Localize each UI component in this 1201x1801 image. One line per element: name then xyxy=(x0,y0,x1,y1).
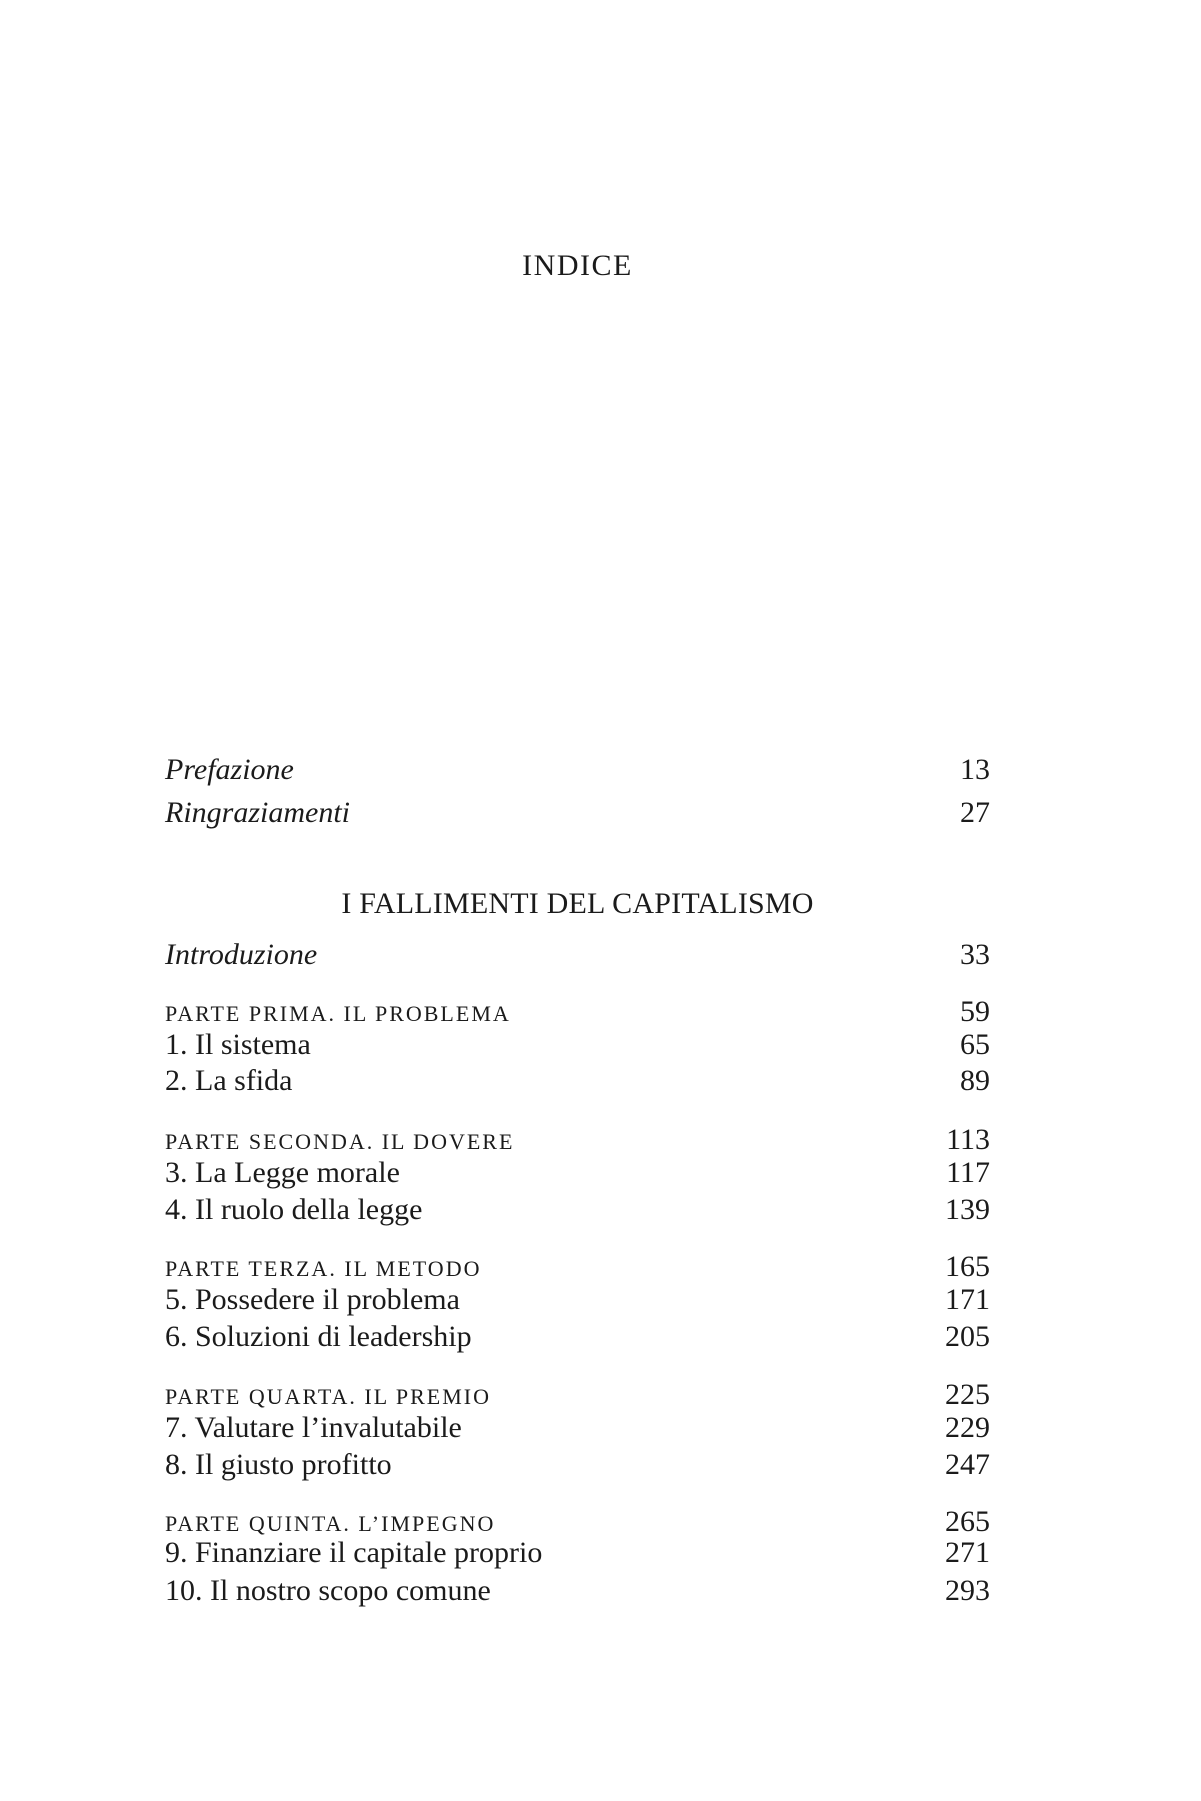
toc-part-label: PARTE QUINTA. L’IMPEGNO xyxy=(165,1511,496,1536)
toc-part-label: PARTE SECONDA. IL DOVERE xyxy=(165,1129,515,1154)
toc-entry-page-number: 171 xyxy=(945,1283,990,1316)
toc-row-part-5 xyxy=(165,1507,990,1537)
toc-entry-page-number: 117 xyxy=(946,1156,990,1189)
toc-row-chapter-3 xyxy=(165,1158,990,1188)
page-title: INDICE xyxy=(522,249,633,282)
toc-row-introduzione xyxy=(165,940,990,970)
toc-part-label: PARTE QUARTA. IL PREMIO xyxy=(165,1384,491,1409)
toc-chapter-label: 1. Il sistema xyxy=(165,1028,311,1061)
toc-entry-page-number: 205 xyxy=(945,1320,990,1353)
toc-row-part-3 xyxy=(165,1252,990,1282)
toc-entry-page-number: 89 xyxy=(960,1064,990,1097)
toc-chapter-label: 7. Valutare l’invalutabile xyxy=(165,1411,462,1444)
toc-row-prefazione xyxy=(165,755,990,785)
toc-row-chapter-9 xyxy=(165,1538,990,1568)
toc-entry-page-number: 13 xyxy=(960,753,990,786)
toc-chapter-label: 3. La Legge morale xyxy=(165,1156,400,1189)
toc-row-chapter-7 xyxy=(165,1413,990,1443)
toc-part-label: PARTE PRIMA. IL PROBLEMA xyxy=(165,1001,511,1026)
toc-entry-page-number: 293 xyxy=(945,1574,990,1607)
toc-entry-label: Ringraziamenti xyxy=(165,796,350,829)
toc-part-label: PARTE TERZA. IL METODO xyxy=(165,1256,482,1281)
toc-row-part-2 xyxy=(165,1125,990,1155)
toc-row-chapter-2 xyxy=(165,1066,990,1096)
toc-row-part-1 xyxy=(165,997,990,1027)
toc-row-chapter-1 xyxy=(165,1030,990,1060)
toc-row-chapter-8 xyxy=(165,1450,990,1480)
toc-row-chapter-10 xyxy=(165,1576,990,1606)
toc-row-ringraziamenti xyxy=(165,798,990,828)
toc-row-chapter-6 xyxy=(165,1322,990,1352)
toc-row-chapter-4 xyxy=(165,1195,990,1225)
toc-entry-page-number: 33 xyxy=(960,938,990,971)
toc-entry-page-number: 265 xyxy=(945,1505,990,1538)
toc-entry-page-number: 225 xyxy=(945,1378,990,1411)
toc-chapter-label: 9. Finanziare il capitale proprio xyxy=(165,1536,543,1569)
toc-entry-label: Introduzione xyxy=(165,938,318,971)
toc-entry-page-number: 271 xyxy=(945,1536,990,1569)
toc-entry-label: Prefazione xyxy=(165,753,294,786)
toc-row-part-4 xyxy=(165,1380,990,1410)
toc-chapter-label: 4. Il ruolo della legge xyxy=(165,1193,423,1226)
toc-chapter-label: 10. Il nostro scopo comune xyxy=(165,1574,491,1607)
toc-chapter-label: 2. La sfida xyxy=(165,1064,293,1097)
toc-entry-page-number: 165 xyxy=(945,1250,990,1283)
toc-entry-page-number: 59 xyxy=(960,995,990,1028)
toc-chapter-label: 8. Il giusto profitto xyxy=(165,1448,392,1481)
toc-entry-page-number: 139 xyxy=(945,1193,990,1226)
toc-chapter-label: 6. Soluzioni di leadership xyxy=(165,1320,472,1353)
toc-entry-page-number: 113 xyxy=(946,1123,990,1156)
toc-entry-page-number: 229 xyxy=(945,1411,990,1444)
toc-entry-page-number: 65 xyxy=(960,1028,990,1061)
toc-entry-page-number: 27 xyxy=(960,796,990,829)
toc-entry-page-number: 247 xyxy=(945,1448,990,1481)
section-heading: I FALLIMENTI DEL CAPITALISMO xyxy=(341,887,814,920)
toc-chapter-label: 5. Possedere il problema xyxy=(165,1283,460,1316)
toc-row-chapter-5 xyxy=(165,1285,990,1315)
